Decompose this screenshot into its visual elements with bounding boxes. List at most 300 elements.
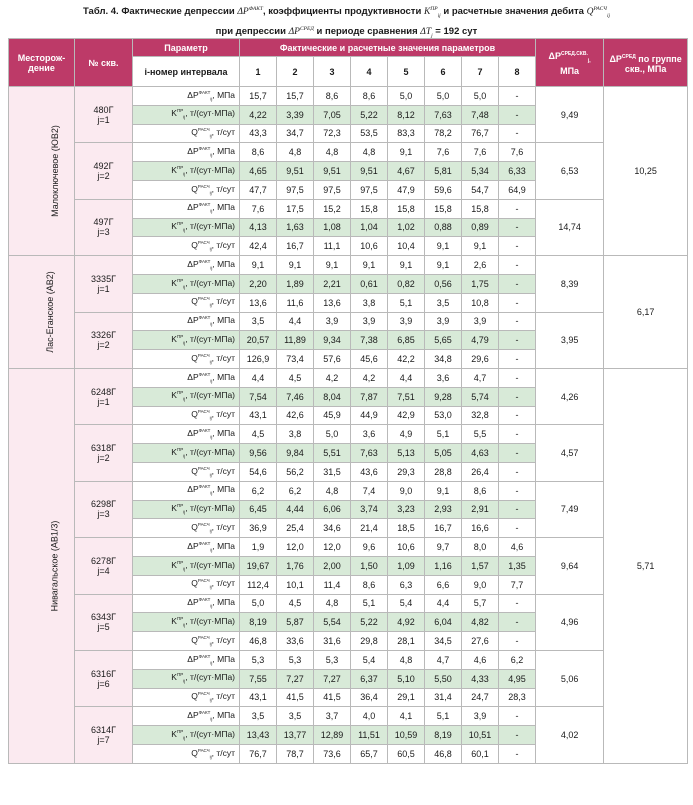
header-dp-avg-unit: МПа (560, 65, 580, 76)
param-label-sub: ij (183, 340, 186, 346)
value-cell: 65,7 (351, 744, 388, 763)
param-label-base: K (171, 503, 177, 513)
group-avg-depression: 5,71 (604, 368, 688, 763)
value-cell: 47,7 (240, 180, 277, 199)
header-field: Месторож-дение (9, 39, 75, 87)
param-label-sup: ФАКТ (198, 315, 211, 321)
param-label-sup: ФАКТ (198, 89, 211, 95)
param-label-sub: ij (183, 453, 186, 459)
well-name: 6278Г (91, 555, 116, 566)
value-cell: 3,8 (351, 293, 388, 312)
value-cell: 9,51 (351, 162, 388, 181)
value-cell: 5,34 (462, 162, 499, 181)
table-row (9, 368, 688, 387)
value-cell: 7,6 (240, 199, 277, 218)
value-cell: 3,5 (425, 293, 462, 312)
param-label-k (133, 669, 240, 688)
value-cell: 6,2 (277, 481, 314, 500)
well-cell (75, 368, 133, 424)
param-label-sub: ij (210, 434, 213, 440)
value-cell: 29,6 (462, 350, 499, 369)
value-cell: 41,5 (314, 688, 351, 707)
value-cell: 43,6 (351, 462, 388, 481)
value-cell: 25,4 (277, 519, 314, 538)
header-dp-avg-sup: СРЕД.СКВ. (560, 51, 588, 58)
value-cell: 5,7 (462, 594, 499, 613)
param-label-sup: ПР (176, 108, 184, 114)
param-label-sup: ПР (176, 221, 184, 227)
value-cell: 29,1 (388, 688, 425, 707)
well-avg-depression: 4,02 (536, 707, 604, 763)
param-label-sup: РАСЧ (197, 409, 210, 415)
value-cell: 36,9 (240, 519, 277, 538)
param-label-base: K (171, 728, 177, 739)
table-title (0, 0, 693, 40)
value-cell: 8,6 (351, 87, 388, 106)
value-cell: 10,8 (462, 293, 499, 312)
param-label-unit: , т/сут (211, 690, 235, 701)
value-cell: 24,7 (462, 688, 499, 707)
param-label-unit: , МПа (212, 540, 235, 551)
well-name: 6248Г (91, 386, 116, 397)
param-label-unit: , т/(сут·МПа) (185, 728, 235, 739)
value-cell: 45,9 (314, 406, 351, 425)
value-cell: 13,43 (240, 726, 277, 745)
param-label-k (133, 162, 240, 181)
value-cell: 18,5 (388, 519, 425, 538)
param-label-sub: ij (209, 246, 212, 252)
value-cell: 5,0 (240, 594, 277, 613)
value-cell: 4,63 (462, 444, 499, 463)
param-label-sub: ij (209, 359, 212, 365)
param-label-sub: ij (210, 716, 213, 722)
param-label-sub: ij (183, 171, 186, 177)
field-name (9, 87, 75, 256)
param-label-sub: ij (209, 584, 212, 590)
value-cell: 46,8 (425, 744, 462, 763)
header-interval-2: 2 (277, 57, 314, 87)
value-cell: 45,6 (351, 350, 388, 369)
value-cell: 31,6 (314, 632, 351, 651)
value-cell: 0,56 (425, 274, 462, 293)
value-cell: - (499, 368, 536, 387)
value-cell: 28,8 (425, 462, 462, 481)
field-name-text: Лас-Еганское (АВ2) (44, 271, 55, 353)
well-index: j=6 (97, 678, 110, 689)
value-cell: - (499, 613, 536, 632)
param-label-base: ΔP (187, 709, 199, 720)
value-cell: 6,37 (351, 669, 388, 688)
well-index: j=1 (97, 396, 110, 407)
param-label-q (133, 688, 240, 707)
well-avg-depression: 5,06 (536, 650, 604, 706)
param-label-sup: РАСЧ (197, 465, 210, 471)
param-label-sup: ФАКТ (198, 484, 211, 490)
value-cell: - (499, 199, 536, 218)
value-cell: 4,2 (314, 368, 351, 387)
param-label-sub: ij (210, 321, 213, 327)
value-cell: 1,63 (277, 218, 314, 237)
value-cell: 34,8 (425, 350, 462, 369)
well-cell (75, 199, 133, 255)
value-cell: 4,5 (277, 594, 314, 613)
well-name: 6316Г (91, 668, 116, 679)
param-label-base: K (171, 164, 177, 175)
param-label-unit: , т/сут (211, 127, 235, 138)
param-label-sub: ij (183, 566, 186, 572)
value-cell: 6,3 (388, 575, 425, 594)
value-cell: 27,6 (462, 632, 499, 651)
value-cell: 7,6 (499, 143, 536, 162)
value-cell: 8,6 (240, 143, 277, 162)
header-interval-8: 8 (499, 57, 536, 87)
param-label-sup: ФАКТ (198, 540, 211, 546)
value-cell: 78,7 (277, 744, 314, 763)
param-label-base: ΔP (187, 653, 199, 664)
value-cell: 7,6 (425, 143, 462, 162)
title-symbol-sub: j (431, 33, 433, 40)
well-name: 6314Г (91, 724, 116, 735)
value-cell: 97,5 (351, 180, 388, 199)
well-avg-depression: 14,74 (536, 199, 604, 255)
param-label-k (133, 274, 240, 293)
title-symbol-sup: ФАКТ (248, 6, 263, 12)
value-cell: 5,05 (425, 444, 462, 463)
value-cell: 2,20 (240, 274, 277, 293)
well-name: 492Г (93, 161, 114, 172)
title-symbol: ΔP (237, 7, 249, 18)
value-cell: - (499, 406, 536, 425)
param-label-q (133, 237, 240, 256)
param-label-unit: , т/(сут·МПа) (185, 390, 235, 401)
value-cell: - (499, 744, 536, 763)
value-cell: 13,6 (314, 293, 351, 312)
param-label-sub: ij (210, 208, 213, 214)
param-label-sup: ПР (176, 390, 184, 396)
header-interval-6: 6 (425, 57, 462, 87)
value-cell: 17,5 (277, 199, 314, 218)
value-cell: 6,85 (388, 331, 425, 350)
value-cell: 11,4 (314, 575, 351, 594)
value-cell: 9,1 (425, 481, 462, 500)
field-name (9, 368, 75, 763)
title-symbol-sup: РАСЧ (593, 6, 607, 12)
param-label-unit: , т/сут (211, 352, 235, 363)
value-cell: 8,19 (425, 726, 462, 745)
value-cell: - (499, 594, 536, 613)
value-cell: 5,4 (388, 594, 425, 613)
value-cell: 10,51 (462, 726, 499, 745)
value-cell: 1,09 (388, 556, 425, 575)
param-label-dp (133, 368, 240, 387)
value-cell: 15,7 (240, 87, 277, 106)
well-cell (75, 312, 133, 368)
param-label-base: K (171, 615, 177, 626)
well-index: j=1 (97, 283, 110, 294)
value-cell: 8,19 (240, 613, 277, 632)
value-cell: 5,5 (462, 425, 499, 444)
value-cell: 21,4 (351, 519, 388, 538)
well-index: j=5 (97, 622, 110, 633)
value-cell: 5,50 (425, 669, 462, 688)
well-cell (75, 481, 133, 537)
header-dp-avg-sub: j, (587, 57, 591, 64)
value-cell: 9,34 (314, 331, 351, 350)
param-label-base: Q (191, 634, 198, 645)
param-label-base: K (171, 672, 177, 683)
param-label-base: ΔP (187, 258, 199, 269)
param-label-dp (133, 650, 240, 669)
value-cell: 16,7 (277, 237, 314, 256)
value-cell: 59,6 (425, 180, 462, 199)
value-cell: 4,4 (240, 368, 277, 387)
param-label-k (133, 218, 240, 237)
well-cell (75, 707, 133, 763)
param-label-base: ΔP (187, 427, 199, 438)
value-cell: 4,8 (277, 143, 314, 162)
value-cell: 4,4 (277, 312, 314, 331)
param-label-q (133, 519, 240, 538)
value-cell: 5,10 (388, 669, 425, 688)
title-text: = 192 сут (432, 26, 478, 38)
value-cell: 1,57 (462, 556, 499, 575)
value-cell: 9,1 (314, 256, 351, 275)
value-cell: 32,8 (462, 406, 499, 425)
value-cell: 4,5 (277, 368, 314, 387)
param-label-base: K (171, 559, 177, 570)
param-label-base: ΔP (187, 89, 199, 100)
value-cell: - (499, 312, 536, 331)
param-label-base: ΔP (187, 540, 199, 551)
param-label-sup: ФАКТ (198, 427, 211, 433)
value-cell: 9,1 (240, 256, 277, 275)
value-cell: 2,91 (462, 500, 499, 519)
value-cell: 5,22 (351, 613, 388, 632)
value-cell: 4,1 (388, 707, 425, 726)
param-label-sub: ij (183, 622, 186, 628)
value-cell: 5,3 (314, 650, 351, 669)
param-label-sub: ij (183, 396, 186, 402)
value-cell: - (499, 274, 536, 293)
value-cell: 4,8 (314, 143, 351, 162)
param-label-sub: ij (183, 284, 186, 290)
param-label-dp (133, 481, 240, 500)
value-cell: - (499, 87, 536, 106)
param-label-base: Q (191, 296, 198, 307)
param-label-dp (133, 312, 240, 331)
value-cell: 4,2 (351, 368, 388, 387)
value-cell: 4,7 (462, 368, 499, 387)
value-cell: 33,6 (277, 632, 314, 651)
param-label-unit: , т/(сут·МПа) (185, 333, 235, 344)
value-cell: 4,65 (240, 162, 277, 181)
value-cell: 7,54 (240, 387, 277, 406)
value-cell: 10,59 (388, 726, 425, 745)
value-cell: 97,5 (314, 180, 351, 199)
param-label-sub: ij (210, 660, 213, 666)
table-row (9, 143, 688, 162)
header-interval-7: 7 (462, 57, 499, 87)
param-label-unit: , т/сут (211, 465, 235, 476)
param-label-sub: ij (210, 547, 213, 553)
param-label-unit: , т/сут (211, 239, 235, 250)
header-interval-4: 4 (351, 57, 388, 87)
value-cell: - (499, 444, 536, 463)
param-label-sub: ij (209, 133, 212, 139)
well-index: j=4 (97, 565, 110, 576)
value-cell: - (499, 425, 536, 444)
well-name: 497Г (93, 217, 114, 228)
param-label-k (133, 500, 240, 519)
well-avg-depression: 9,49 (536, 87, 604, 143)
value-cell: 3,39 (277, 105, 314, 124)
well-index: j=1 (97, 114, 110, 125)
param-label-unit: , т/сут (211, 521, 235, 532)
value-cell: 9,1 (277, 256, 314, 275)
value-cell: 9,1 (388, 256, 425, 275)
param-label-sub: ij (209, 641, 212, 647)
value-cell: 4,0 (351, 707, 388, 726)
param-label-q (133, 406, 240, 425)
value-cell: 43,3 (240, 124, 277, 143)
value-cell: 9,0 (388, 481, 425, 500)
value-cell: 53,5 (351, 124, 388, 143)
value-cell: 5,22 (351, 105, 388, 124)
well-avg-depression: 7,49 (536, 481, 604, 537)
value-cell: - (499, 387, 536, 406)
header-dp-group-text: по группе скв., МПа (624, 53, 682, 74)
param-label-q (133, 744, 240, 763)
value-cell: 13,77 (277, 726, 314, 745)
param-label-base: ΔP (187, 315, 199, 326)
value-cell: 72,3 (314, 124, 351, 143)
value-cell: 60,1 (462, 744, 499, 763)
value-cell: 15,8 (351, 199, 388, 218)
header-interval-5: 5 (388, 57, 425, 87)
value-cell: 5,1 (388, 293, 425, 312)
well-cell (75, 87, 133, 143)
value-cell: 9,1 (425, 256, 462, 275)
param-label-q (133, 462, 240, 481)
param-label-q (133, 180, 240, 199)
value-cell: - (499, 124, 536, 143)
param-label-q (133, 632, 240, 651)
value-cell: 4,33 (462, 669, 499, 688)
value-cell: 3,9 (314, 312, 351, 331)
title-symbol-sup: СРЕД (299, 26, 314, 33)
param-label-base: ΔP (187, 484, 199, 495)
field-name-text: Малоключевое (ЮВ2) (49, 125, 60, 217)
param-label-base: K (171, 221, 177, 232)
value-cell: 31,5 (314, 462, 351, 481)
param-label-q (133, 124, 240, 143)
header-dp-avg (536, 39, 604, 87)
param-label-sup: РАСЧ (197, 296, 210, 302)
table-row (9, 650, 688, 669)
value-cell: 76,7 (240, 744, 277, 763)
param-label-k (133, 726, 240, 745)
value-cell: 5,54 (314, 613, 351, 632)
well-name: 3335Г (91, 273, 116, 284)
param-label-base: K (171, 277, 177, 288)
value-cell: 7,48 (462, 105, 499, 124)
value-cell: 6,04 (425, 613, 462, 632)
param-label-unit: , т/сут (211, 578, 235, 589)
value-cell: 5,3 (240, 650, 277, 669)
value-cell: 34,5 (425, 632, 462, 651)
value-cell: 76,7 (462, 124, 499, 143)
header-dp-group-symbol: ΔP (609, 53, 622, 64)
param-label-sub: ij (183, 227, 186, 233)
value-cell: 36,4 (351, 688, 388, 707)
value-cell: 97,5 (277, 180, 314, 199)
value-cell: 3,5 (240, 707, 277, 726)
param-label-base: K (171, 446, 177, 457)
value-cell: 8,6 (351, 575, 388, 594)
param-label-unit: , МПа (212, 89, 235, 100)
well-index: j=2 (97, 453, 110, 464)
value-cell: 1,76 (277, 556, 314, 575)
value-cell: 28,3 (499, 688, 536, 707)
value-cell: 1,75 (462, 274, 499, 293)
value-cell: 5,65 (425, 331, 462, 350)
param-label-unit: , т/(сут·МПа) (185, 559, 235, 570)
param-label-dp (133, 87, 240, 106)
value-cell: 5,1 (351, 594, 388, 613)
param-label-unit: , т/(сут·МПа) (185, 615, 235, 626)
group-avg-depression: 6,17 (604, 256, 688, 369)
param-label-unit: , МПа (212, 709, 235, 720)
value-cell: 9,1 (462, 237, 499, 256)
value-cell: 5,13 (388, 444, 425, 463)
param-label-sub: ij (209, 754, 212, 760)
value-cell: 26,4 (462, 462, 499, 481)
value-cell: 60,5 (388, 744, 425, 763)
param-label-sub: ij (210, 265, 213, 271)
value-cell: 5,87 (277, 613, 314, 632)
value-cell: 11,89 (277, 331, 314, 350)
param-label-k (133, 387, 240, 406)
value-cell: - (499, 293, 536, 312)
value-cell: 8,12 (388, 105, 425, 124)
param-label-q (133, 575, 240, 594)
value-cell: 2,6 (462, 256, 499, 275)
param-label-unit: , МПа (212, 653, 235, 664)
title-text: при депрессии (215, 26, 289, 38)
param-label-unit: , т/сут (211, 296, 235, 307)
value-cell: 54,7 (462, 180, 499, 199)
value-cell: 4,95 (499, 669, 536, 688)
value-cell: 6,6 (425, 575, 462, 594)
value-cell: 3,7 (314, 707, 351, 726)
value-cell: 5,0 (462, 87, 499, 106)
param-label-unit: , МПа (212, 371, 235, 382)
value-cell: 41,5 (277, 688, 314, 707)
title-symbol-sub: ij (606, 13, 611, 20)
value-cell: 3,9 (425, 312, 462, 331)
value-cell: 6,2 (240, 481, 277, 500)
param-label-dp (133, 594, 240, 613)
value-cell: 19,67 (240, 556, 277, 575)
param-label-sup: РАСЧ (197, 691, 210, 697)
table-row (9, 707, 688, 726)
param-label-base: Q (191, 578, 198, 589)
param-label-sub: ij (209, 697, 212, 703)
value-cell: - (499, 519, 536, 538)
value-cell: 5,4 (351, 650, 388, 669)
value-cell: 3,5 (277, 707, 314, 726)
param-label-sub: ij (183, 678, 186, 684)
